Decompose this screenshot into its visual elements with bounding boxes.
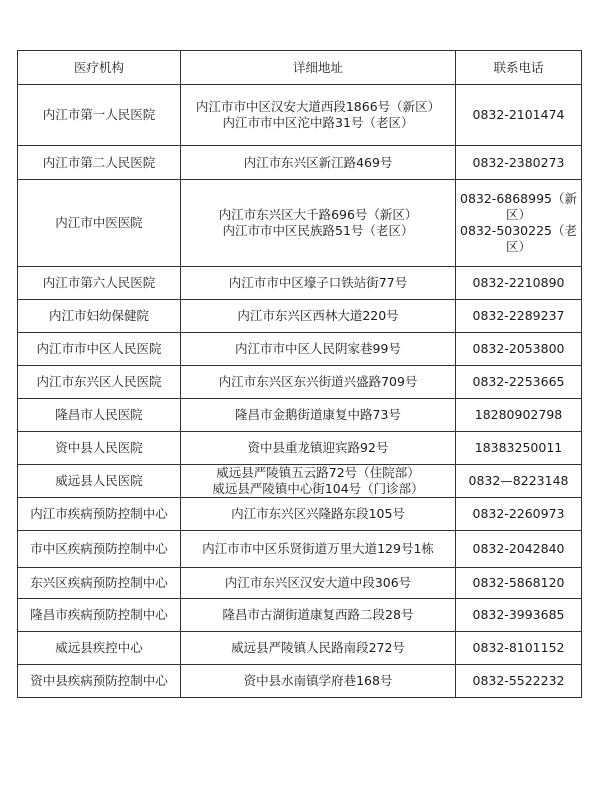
phone-cell: [456, 498, 582, 531]
phone-cell: [456, 366, 582, 399]
address-cell: [181, 399, 456, 432]
table-row: [18, 85, 582, 146]
address-cell: [181, 300, 456, 333]
institution-name: 内江市东兴区人民医院: [18, 366, 181, 399]
address-line: 内江市市中区壕子口铁站街77号: [228, 275, 408, 290]
table-row: [18, 498, 582, 531]
phone-cell: [456, 599, 582, 632]
address-cell: [181, 568, 456, 599]
address-cell: [181, 85, 456, 146]
institution-name: 内江市第二人民医院: [18, 146, 181, 180]
phone-cell: [456, 300, 582, 333]
phone-cell: [456, 180, 582, 267]
table-row: [18, 366, 582, 399]
institution-name: 市中区疾病预防控制中心: [18, 531, 181, 568]
table-row: [18, 568, 582, 599]
address-line: 内江市东兴区西林大道220号: [237, 308, 399, 323]
phone-cell: [456, 267, 582, 300]
institution-name: 内江市疾病预防控制中心: [18, 498, 181, 531]
address-line: 威远县严陵镇中心街104号（门诊部）: [212, 481, 424, 496]
phone-line: 0832-2380273: [472, 154, 565, 170]
address-cell: [181, 665, 456, 698]
table-row: [18, 432, 582, 465]
address-cell: [181, 146, 456, 180]
table-row: [18, 333, 582, 366]
table-row: [18, 180, 582, 267]
phone-cell: [456, 399, 582, 432]
header-phone: 联系电话: [456, 51, 582, 85]
header-address: 详细地址: [181, 51, 456, 85]
phone-line: 0832—8223148: [468, 473, 569, 488]
phone-line: 0832-2053800: [472, 341, 565, 356]
institution-name: 威远县疾控中心: [18, 632, 181, 665]
address-line: 内江市东兴区兴隆路东段105号: [231, 506, 405, 521]
phone-cell: [456, 531, 582, 568]
phone-line: 0832-3993685: [472, 607, 565, 622]
phone-cell: [456, 146, 582, 180]
address-line: 隆昌市金鹅街道康复中路73号: [235, 407, 401, 422]
table-row: [18, 531, 582, 568]
table-row: [18, 399, 582, 432]
header-institution: 医疗机构: [18, 51, 181, 85]
address-line: 内江市市中区汉安大道西段1866号（新区）: [195, 99, 441, 114]
table-row: [18, 599, 582, 632]
table-row: [18, 146, 582, 180]
institution-name: 资中县人民医院: [18, 432, 181, 465]
phone-cell: [456, 333, 582, 366]
phone-cell: [456, 85, 582, 146]
hospital-contact-table: [17, 50, 582, 698]
institution-name: 内江市中医医院: [18, 180, 181, 267]
phone-line: 0832-5868120: [472, 575, 565, 590]
institution-name: 内江市第六人民医院: [18, 267, 181, 300]
table-row: [18, 665, 582, 698]
table-row: [18, 465, 582, 498]
address-cell: [181, 465, 456, 498]
phone-line: 18383250011: [474, 440, 563, 455]
phone-line: 0832-2042840: [472, 541, 565, 556]
institution-name: 隆昌市疾病预防控制中心: [18, 599, 181, 632]
phone-line: 0832-2260973: [472, 506, 565, 521]
phone-line: 0832-2210890: [472, 275, 565, 290]
institution-name: 威远县人民医院: [18, 465, 181, 498]
address-cell: [181, 267, 456, 300]
address-line: 内江市东兴区大千路696号（新区）: [218, 207, 418, 222]
institution-name: 内江市第一人民医院: [18, 85, 181, 146]
phone-line: 0832-8101152: [472, 640, 565, 655]
institution-name: 东兴区疾病预防控制中心: [18, 568, 181, 599]
address-cell: [181, 366, 456, 399]
address-line: 内江市东兴区东兴街道兴盛路709号: [218, 374, 418, 389]
table-body: [18, 85, 582, 698]
phone-cell: [456, 632, 582, 665]
address-line: 内江市东兴区汉安大道中段306号: [224, 575, 412, 590]
institution-name: 隆昌市人民医院: [18, 399, 181, 432]
phone-line: 18280902798: [474, 407, 563, 422]
phone-cell: [456, 665, 582, 698]
address-cell: [181, 632, 456, 665]
table-row: [18, 267, 582, 300]
address-line: 威远县严陵镇人民路南段272号: [231, 640, 405, 655]
table-row: [18, 300, 582, 333]
phone-line: 0832-5522232: [472, 673, 565, 688]
address-line: 资中县水南镇学府巷168号: [243, 673, 393, 688]
institution-name: 内江市市中区人民医院: [18, 333, 181, 366]
phone-line: 0832-2101474: [472, 107, 565, 122]
address-cell: [181, 180, 456, 267]
address-cell: [181, 531, 456, 568]
table-header-row: [18, 51, 582, 85]
phone-line: 0832-2289237: [472, 308, 565, 323]
table-row: [18, 632, 582, 665]
phone-cell: [456, 568, 582, 599]
institution-name: 资中县疾病预防控制中心: [18, 665, 181, 698]
address-line: 隆昌市古湖街道康复西路二段28号: [222, 607, 414, 622]
address-line: 资中县重龙镇迎宾路92号: [247, 440, 389, 455]
address-line: 内江市东兴区新江路469号: [243, 154, 393, 170]
address-line: 威远县严陵镇五云路72号（住院部）: [216, 465, 420, 480]
phone-cell: [456, 465, 582, 498]
institution-name: 内江市妇幼保健院: [18, 300, 181, 333]
phone-line: 区）: [505, 239, 531, 254]
phone-line: 0832-5030225（老: [460, 223, 577, 238]
address-cell: [181, 498, 456, 531]
phone-line: 区）: [505, 207, 531, 222]
phone-line: 0832-6868995（新: [460, 191, 577, 206]
address-line: 内江市市中区人民阴家巷99号: [235, 341, 401, 356]
address-line: 内江市市中区民族路51号（老区）: [222, 223, 414, 238]
address-line: 内江市市中区乐贤街道万里大道129号1栋: [202, 541, 434, 556]
phone-cell: [456, 432, 582, 465]
address-cell: [181, 432, 456, 465]
address-line: 内江市市中区沱中路31号（老区）: [222, 115, 414, 130]
phone-line: 0832-2253665: [472, 374, 565, 389]
address-cell: [181, 333, 456, 366]
address-cell: [181, 599, 456, 632]
